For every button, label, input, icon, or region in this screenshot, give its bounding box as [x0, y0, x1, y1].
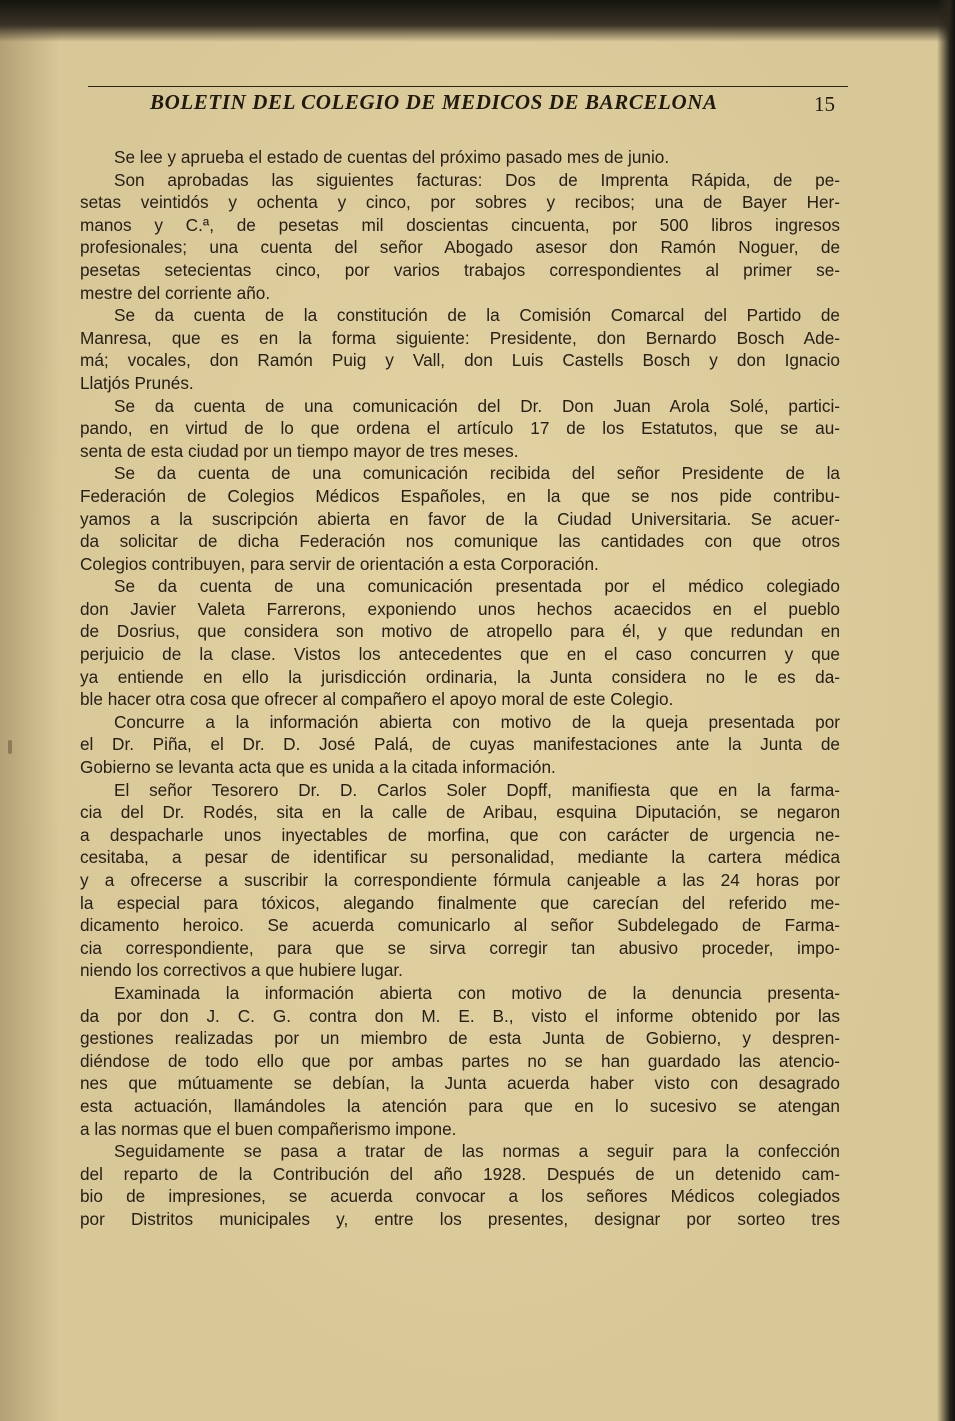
paragraph	[80, 779, 840, 982]
paragraph	[80, 1140, 840, 1230]
paragraph	[80, 304, 840, 394]
text-line: senta de esta ciudad por un tiempo mayor de tres meses.	[80, 440, 519, 461]
text-line: profesionales; una cuenta del señor Abogado asesor don Ramón Noguer, de	[80, 237, 840, 258]
text-line: Se da cuenta de una comunicación recibida del señor Presidente de la	[114, 463, 840, 484]
text-line: Manresa, que es en la forma siguiente: Presidente, don Bernardo Bosch Ade-	[80, 327, 840, 348]
scan-edge-top	[0, 0, 955, 42]
paragraph	[80, 711, 840, 779]
text-line: Examinada la información abierta con motivo de la denuncia presenta-	[114, 982, 840, 1003]
text-line: ble hacer otra cosa que ofrecer al compañero el apoyo moral de este Colegio.	[80, 689, 674, 710]
text-line: esta actuación, llamándoles la atención para que en lo sucesivo se atengan	[80, 1095, 840, 1116]
paragraph	[80, 982, 840, 1140]
paragraph	[80, 395, 840, 463]
text-line: a despacharle unos inyectables de morfina, que con carácter de urgencia ne-	[80, 824, 840, 845]
text-line: don Javier Valeta Farrerons, exponiendo unos hechos acaecidos en el pueblo	[80, 598, 840, 619]
text-line: cia correspondiente, para que se sirva corregir tan abusivo proceder, impo-	[80, 937, 840, 958]
text-line: nes que mútuamente se debían, la Junta acuerda haber visto con desagrado	[80, 1073, 840, 1094]
text-line: dicamento heroico. Se acuerda comunicarlo al señor Subdelegado de Farma-	[80, 915, 840, 936]
text-line: gestiones realizadas por un miembro de esta Junta de Gobierno, y despren-	[80, 1028, 840, 1049]
text-line: del reparto de la Contribución del año 1928. Después de un detenido cam-	[80, 1163, 840, 1184]
text-line: Se da cuenta de la constitución de la Comisión Comarcal del Partido de	[114, 305, 840, 326]
paragraph	[80, 169, 840, 305]
text-line: de Dosrius, que considera son motivo de atropello para él, y que redundan en	[80, 621, 840, 642]
text-line: bio de impresiones, se acuerda convocar a los señores Médicos colegiados	[80, 1186, 840, 1207]
text-line: el Dr. Piña, el Dr. D. José Palá, de cuyas manifestaciones ante la Junta de	[80, 734, 840, 755]
text-line: ya entiende en ello la jurisdicción ordinaria, la Junta considera no le es da-	[80, 666, 840, 687]
text-line: yamos a la suscripción abierta en favor de la Ciudad Universitaria. Se acuer-	[80, 508, 840, 529]
running-head: BOLETIN DEL COLEGIO DE MEDICOS DE BARCELONA	[150, 90, 718, 114]
text-line: a las normas que el buen compañerismo impone.	[80, 1118, 457, 1139]
text-line: diéndose de todo ello que por ambas partes no se han guardado las atencio-	[80, 1050, 840, 1071]
text-line: Gobierno se levanta acta que es unida a la citada información.	[80, 757, 556, 778]
text-line: Seguidamente se pasa a tratar de las normas a seguir para la confección	[114, 1141, 840, 1162]
text-line: la especial para tóxicos, alegando finalmente que carecían del referido me-	[80, 892, 840, 913]
paragraph	[80, 146, 840, 169]
text-line: Colegios contribuyen, para servir de orientación a esta Corporación.	[80, 553, 599, 574]
page-number: 15	[814, 92, 835, 116]
text-line: pando, en virtud de lo que ordena el artículo 17 de los Estatutos, que se au-	[80, 418, 840, 439]
text-line: cia del Dr. Rodés, sita en la calle de Aribau, esquina Diputación, se negaron	[80, 802, 840, 823]
text-line: da solicitar de dicha Federación nos comunique las cantidades con que otros	[80, 531, 840, 552]
text-line: manos y C.ª, de pesetas mil doscientas cincuenta, por 500 libros ingresos	[80, 214, 840, 235]
body-text	[80, 146, 840, 1231]
scan-edge-right	[937, 0, 955, 1421]
text-line: da por don J. C. G. contra don M. E. B., visto el informe obtenido por las	[80, 1005, 840, 1026]
text-line: Se lee y aprueba el estado de cuentas del próximo pasado mes de junio.	[114, 147, 670, 167]
text-line: cesitaba, a pesar de identificar su personalidad, mediante la cartera médica	[80, 847, 840, 868]
text-line: Concurre a la información abierta con motivo de la queja presentada por	[114, 711, 840, 732]
binding-mark	[8, 740, 12, 754]
text-line: Llatjós Prunés.	[80, 372, 194, 393]
text-line: niendo los correctivos a que hubiere lugar.	[80, 960, 403, 981]
text-line: Federación de Colegios Médicos Españoles, en la que se nos pide contribu-	[80, 485, 840, 506]
text-line: Se da cuenta de una comunicación presentada por el médico colegiado	[114, 576, 840, 597]
text-line: por Distritos municipales y, entre los presentes, designar por sorteo tres	[80, 1208, 840, 1229]
text-line: Son aprobadas las siguientes facturas: Dos de Imprenta Rápida, de pe-	[114, 169, 840, 190]
header-rule	[88, 86, 848, 87]
text-line: setas veintidós y ochenta y cinco, por sobres y recibos; una de Bayer Her-	[80, 192, 840, 213]
text-line: Se da cuenta de una comunicación del Dr. Don Juan Arola Solé, partici-	[114, 395, 840, 416]
text-line: mestre del corriente año.	[80, 282, 271, 303]
paragraph	[80, 575, 840, 711]
paragraph	[80, 462, 840, 575]
text-line: má; vocales, don Ramón Puig y Vall, don Luis Castells Bosch y don Ignacio	[80, 350, 840, 371]
text-line: pesetas setecientas cinco, por varios trabajos correspondientes al primer se-	[80, 259, 840, 280]
text-line: perjuicio de la clase. Vistos los antecedentes que en el caso concurren y que	[80, 644, 840, 665]
text-line: y a ofrecerse a suscribir la correspondiente fórmula canjeable a las 24 horas por	[80, 870, 840, 890]
text-line: El señor Tesorero Dr. D. Carlos Soler Dopff, manifiesta que en la farma-	[114, 779, 840, 800]
